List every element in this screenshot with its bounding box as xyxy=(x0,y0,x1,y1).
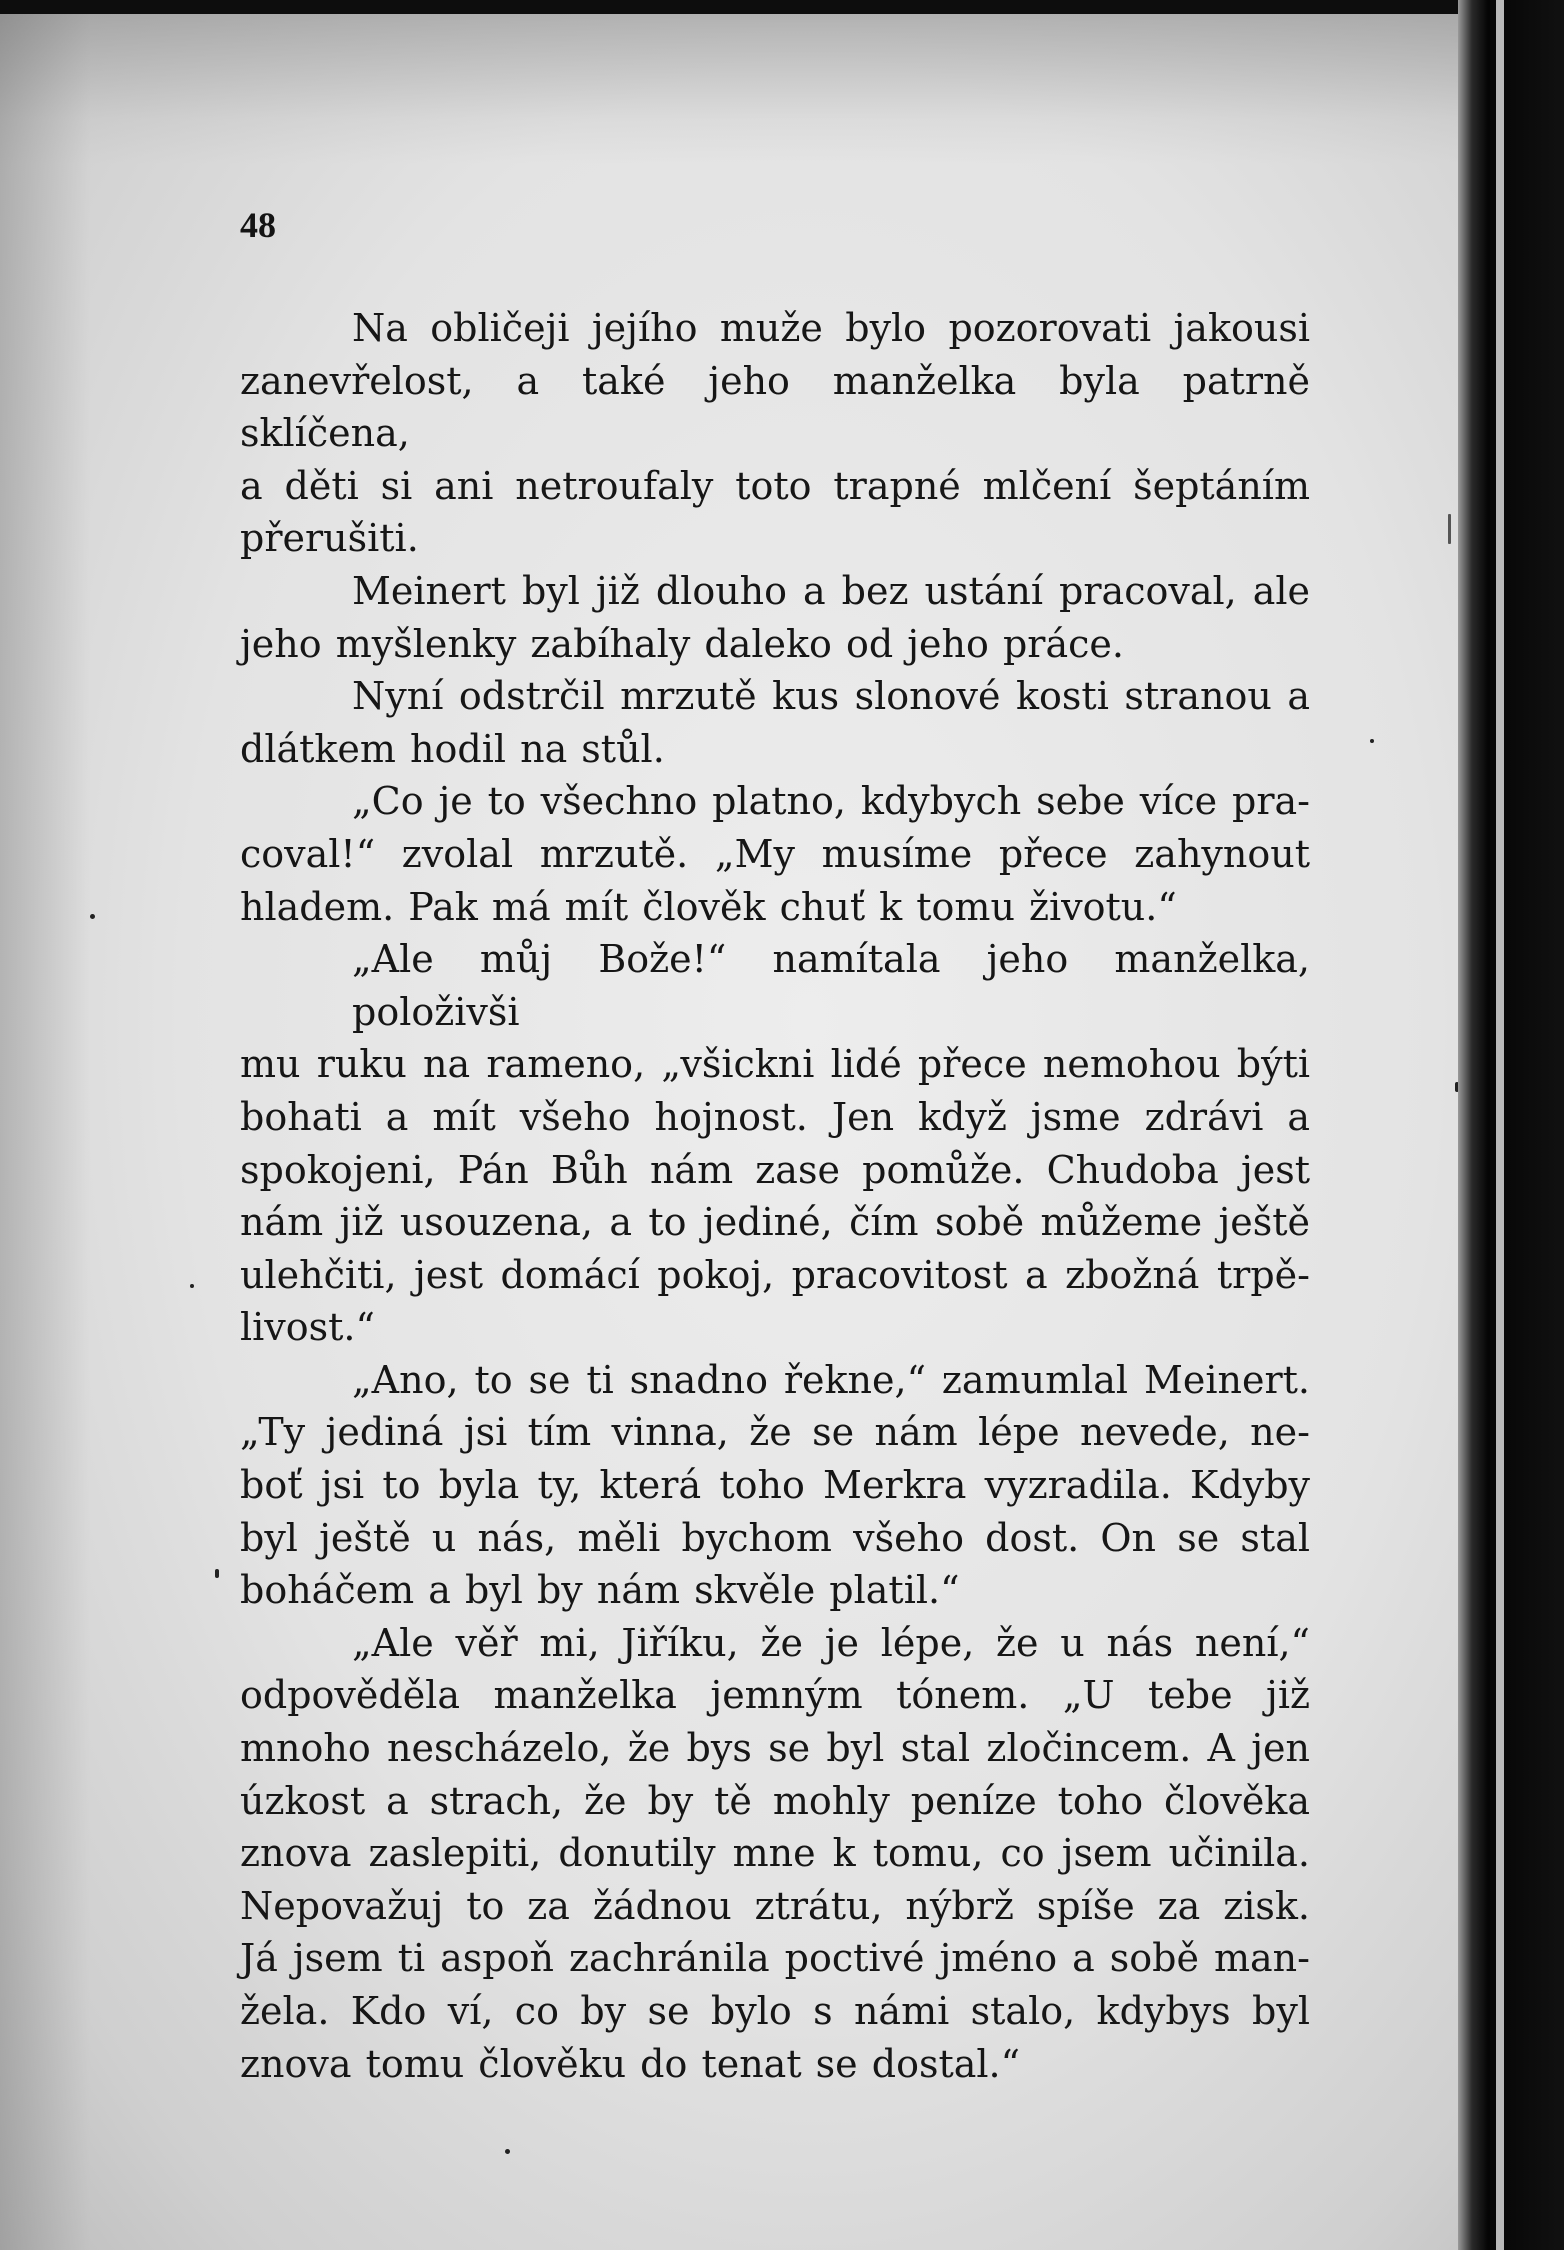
text-line: „Ale věř mi, Jiříku, že je lépe, že u nás není,“ xyxy=(352,1620,1310,1665)
paragraph xyxy=(240,302,1310,565)
text-line: byl ještě u nás, měli bychom všeho dost. On se stal xyxy=(240,1515,1310,1560)
text-line: a děti si ani netroufaly toto trapné mlčení šeptáním xyxy=(240,463,1310,508)
text-line: Na obličeji jejího muže bylo pozorovati jakousi xyxy=(352,306,1310,350)
text-line: „Co je to všechno platno, kdybych sebe více pra- xyxy=(352,779,1310,824)
text-line: spokojeni, Pán Bůh nám zase pomůže. Chudoba jest xyxy=(240,1147,1310,1192)
text-line: přerušiti. xyxy=(240,516,419,561)
text-line: Já jsem ti aspoň zachránila poctivé jméno a sobě man- xyxy=(240,1936,1310,1981)
text-line: odpověděla manželka jemným tónem. „U tebe již xyxy=(240,1673,1310,1718)
text-line: bohati a mít všeho hojnost. Jen když jsme zdrávi a xyxy=(240,1094,1310,1139)
text-line: livost.“ xyxy=(240,1305,375,1350)
dust-speck xyxy=(1370,739,1374,743)
book-binding-edge xyxy=(1458,0,1564,2250)
text-line: znova zaslepiti, donutily mne k tomu, co jsem učinila. xyxy=(240,1831,1310,1876)
text-line: mu ruku na rameno, „všickni lidé přece nemohou býti xyxy=(240,1042,1310,1087)
text-line: zanevřelost, a také jeho manželka byla patrně sklíčena, xyxy=(240,358,1310,456)
text-line: „Ale můj Bože!“ namítala jeho manželka, položivši xyxy=(352,937,1310,1034)
dust-speck xyxy=(90,914,95,919)
body-text xyxy=(240,302,1310,2090)
paper-sheet xyxy=(0,14,1472,2250)
text-line: mnoho nescházelo, že bys se byl stal zločincem. A jen xyxy=(240,1726,1310,1771)
paragraph xyxy=(240,1617,1310,2090)
text-line: nám již usouzena, a to jediné, čím sobě můžeme ještě xyxy=(240,1200,1310,1245)
text-line: boť jsi to byla ty, která toho Merkra vyzradila. Kdyby xyxy=(240,1463,1310,1508)
text-line: Meinert byl již dlouho a bez ustání pracoval, ale xyxy=(352,568,1310,613)
dust-speck xyxy=(215,1569,219,1578)
text-line: hladem. Pak má mít člověk chuť k tomu životu.“ xyxy=(240,884,1177,929)
text-line: „Ty jediná jsi tím vinna, že se nám lépe nevede, ne- xyxy=(240,1410,1310,1455)
text-line: úzkost a strach, že by tě mohly peníze toho člověka xyxy=(240,1778,1310,1823)
text-line: ulehčiti, jest domácí pokoj, pracovitost a zbožná trpě- xyxy=(240,1252,1310,1297)
paragraph xyxy=(240,565,1310,670)
paragraph xyxy=(240,933,1310,1354)
dust-speck xyxy=(190,1284,194,1288)
text-line: znova tomu člověku do tenat se dostal.“ xyxy=(240,2041,1021,2086)
paragraph xyxy=(240,775,1310,933)
binding-highlight xyxy=(1496,0,1504,2250)
text-line: Nyní odstrčil mrzutě kus slonové kosti stranou a xyxy=(352,674,1310,719)
text-line: coval!“ zvolal mrzutě. „My musíme přece zahynout xyxy=(240,831,1310,876)
text-line: žela. Kdo ví, co by se bylo s námi stalo, kdybys byl xyxy=(240,1989,1310,2033)
text-line: „Ano, to se ti snadno řekne,“ zamumlal Meinert. xyxy=(352,1357,1310,1402)
text-line: Nepovažuj to za žádnou ztrátu, nýbrž spíše za zisk. xyxy=(240,1883,1310,1928)
text-line: boháčem a byl by nám skvěle platil.“ xyxy=(240,1568,960,1613)
dust-speck xyxy=(505,2149,510,2154)
paragraph xyxy=(240,670,1310,775)
page-number: 48 xyxy=(240,205,276,245)
text-line: jeho myšlenky zabíhaly daleko od jeho práce. xyxy=(240,621,1124,666)
dust-speck xyxy=(1448,514,1451,544)
paragraph xyxy=(240,1354,1310,1617)
text-line: dlátkem hodil na stůl. xyxy=(240,726,665,771)
